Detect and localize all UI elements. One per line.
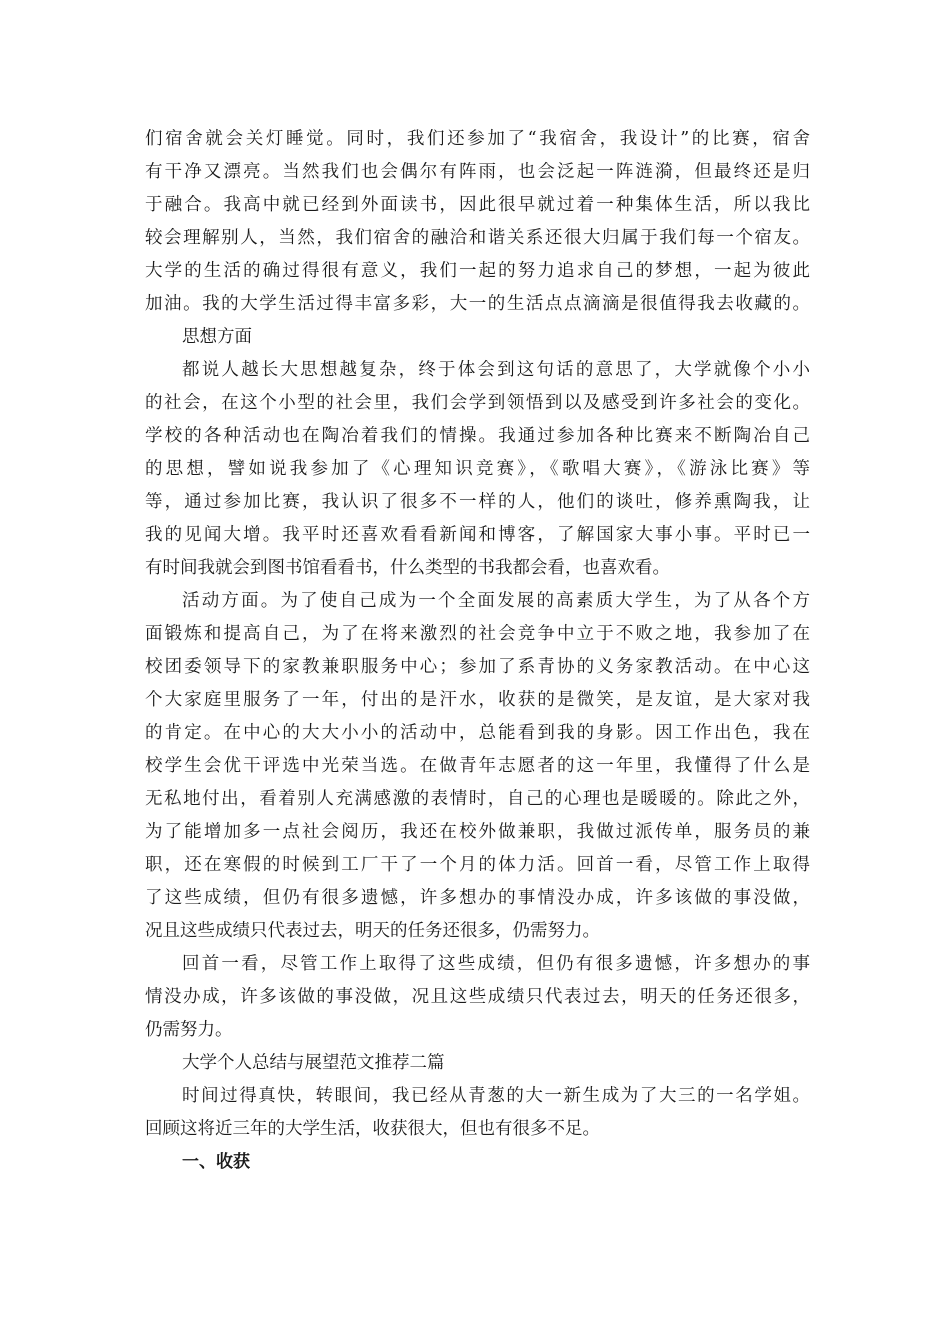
text-line: 思想方面 (182, 327, 252, 347)
document-body (145, 123, 810, 1179)
text-line: 仍需努力。 (145, 1020, 233, 1040)
text-line: 等，通过参加比赛，我认识了很多不一样的人，他们的谈吐，修养熏陶我，让 (145, 492, 810, 512)
text-line: 校学生会优干评选中光荣当选。在做青年志愿者的这一年里，我懂得了什么是 (145, 756, 810, 776)
text-line: 我的见闻大增。我平时还喜欢看看新闻和博客，了解国家大事小事。平时已一 (145, 525, 810, 545)
text-line: 了这些成绩，但仍有很多遗憾，许多想办的事情没办成，许多该做的事没做， (145, 888, 810, 908)
text-line: 情没办成，许多该做的事没做，况且这些成绩只代表过去，明天的任务还很多， (145, 987, 810, 1007)
text-line: 活动方面。为了使自己成为一个全面发展的高素质大学生，为了从各个方 (182, 591, 810, 611)
text-line: 有时间我就会到图书馆看看书，什么类型的书我都会看，也喜欢看。 (145, 558, 670, 578)
text-line: 校团委领导下的家教兼职服务中心；参加了系青协的义务家教活动。在中心这 (145, 657, 810, 677)
text-line: 加油。我的大学生活过得丰富多彩，大一的生活点点滴滴是很值得我去收藏的。 (145, 294, 810, 314)
text-line: 况且这些成绩只代表过去，明天的任务还很多，仍需努力。 (145, 921, 600, 941)
text-line: 为了能增加多一点社会阅历，我还在校外做兼职，我做过派传单，服务员的兼 (145, 822, 810, 842)
text-line: 回顾这将近三年的大学生活，收获很大，但也有很多不足。 (145, 1119, 600, 1139)
text-line: 有干净又漂亮。当然我们也会偶尔有阵雨，也会泛起一阵涟漪，但最终还是归 (145, 162, 810, 182)
text-line: 于融合。我高中就已经到外面读书，因此很早就过着一种集体生活，所以我比 (145, 195, 810, 215)
text-line: 面锻炼和提高自己，为了在将来激烈的社会竞争中立于不败之地，我参加了在 (145, 624, 810, 644)
text-line: 时间过得真快，转眼间，我已经从青葱的大一新生成为了大三的一名学姐。 (182, 1086, 810, 1106)
text-line: 都说人越长大思想越复杂，终于体会到这句话的意思了，大学就像个小小 (182, 360, 810, 380)
text-line: 回首一看，尽管工作上取得了这些成绩，但仍有很多遗憾，许多想办的事 (182, 954, 810, 974)
text-line: 的肯定。在中心的大大小小的活动中，总能看到我的身影。因工作出色，我在 (145, 723, 810, 743)
text-line: 大学个人总结与展望范文推荐二篇 (182, 1053, 445, 1073)
text-line: 职，还在寒假的时候到工厂干了一个月的体力活。回首一看，尽管工作上取得 (145, 855, 810, 875)
text-line: 们宿舍就会关灯睡觉。同时，我们还参加了“我宿舍，我设计”的比赛，宿舍 (145, 129, 810, 149)
text-line: 的社会，在这个小型的社会里，我们会学到领悟到以及感受到许多社会的变化。 (145, 393, 810, 413)
text-line: 大学的生活的确过得很有意义，我们一起的努力追求自己的梦想，一起为彼此 (145, 261, 810, 281)
text-line: 较会理解别人，当然，我们宿舍的融洽和谐关系还很大归属于我们每一个宿友。 (145, 228, 810, 248)
text-line: 无私地付出，看着别人充满感激的表情时，自己的心理也是暖暖的。除此之外， (145, 789, 810, 809)
text-line: 个大家庭里服务了一年，付出的是汗水，收获的是微笑，是友谊，是大家对我 (145, 690, 810, 710)
text-line: 的思想，譬如说我参加了《心理知识竞赛》，《歌唱大赛》，《游泳比赛》等 (145, 459, 810, 479)
section-heading: 一、收获 (182, 1152, 250, 1172)
text-line: 学校的各种活动也在陶冶着我们的情操。我通过参加各种比赛来不断陶冶自己 (145, 426, 810, 446)
